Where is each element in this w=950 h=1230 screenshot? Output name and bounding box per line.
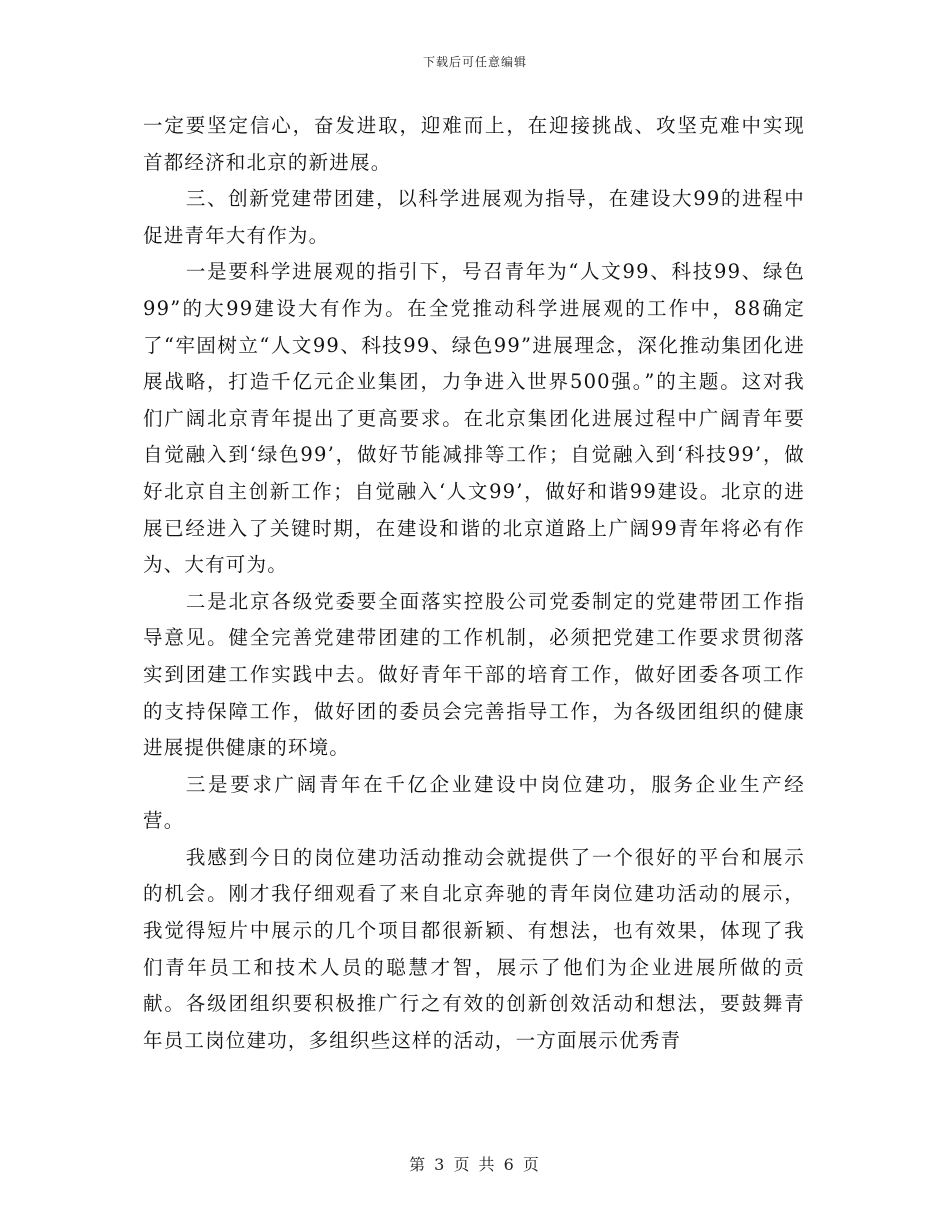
document-body [143,108,805,1059]
paragraph-5: 三是要求广阔青年在千亿企业建设中岗位建功，服务企业生产经营。 [143,772,805,833]
page-header: 下载后可任意编辑 [422,55,527,69]
paragraph-6: 我感到今日的岗位建功活动推动会就提供了一个很好的平台和展示的机会。刚才我仔细观看了来自北京奔驰的青年岗位建功活动的展示，我觉得短片中展示的几个项目都很新颖、有想法，也有效果，体现了我们青年员工和技术人员的聪慧才智，展示了他们为企业进展所做的贡献。各级团组织要积极推广行之有效的创新创效活动和想法，要鼓舞青年员工岗位建功，多组织些这样的活动，一方面展示优秀青 [143,845,805,1052]
page-number: 第 3 页 共 6 页 [409,1155,541,1174]
paragraph-3: 一是要科学进展观的指引下，号召青年为“人文99、科技99、绿色99”的大99建设大有作为。在全党推动科学进展观的工作中，88确定了“牢固树立“人文99、科技99、绿色99”进展理念，深化推动集团化进展战略，打造千亿元企业集团，力争进入世界500强。”的主题。这对我们广阔北京青年提出了更高要求。在北京集团化进展过程中广阔青年要自觉融入到‘绿色99’，做好节能减排等工作；自觉融入到‘科技99’，做好北京自主创新工作；自觉融入‘人文99’，做好和谐99建设。北京的进展已经进入了关键时期，在建设和谐的北京道路上广阔99青年将必有作为、大有可为。 [143,260,805,577]
paragraph-4: 二是北京各级党委要全面落实控股公司党委制定的党建带团工作指导意见。健全完善党建带团建的工作机制，必须把党建工作要求贯彻落实到团建工作实践中去。做好青年干部的培育工作，做好团委各项工作的支持保障工作，做好团的委员会完善指导工作，为各级团组织的健康进展提供健康的环境。 [143,589,805,760]
paragraph-2: 三、创新党建带团建，以科学进展观为指导，在建设大99的进程中促进青年大有作为。 [143,187,805,247]
paragraph-1: 一定要坚定信心，奋发进取，迎难而上，在迎接挑战、攻坚克难中实现首都经济和北京的新进展。 [143,114,805,174]
